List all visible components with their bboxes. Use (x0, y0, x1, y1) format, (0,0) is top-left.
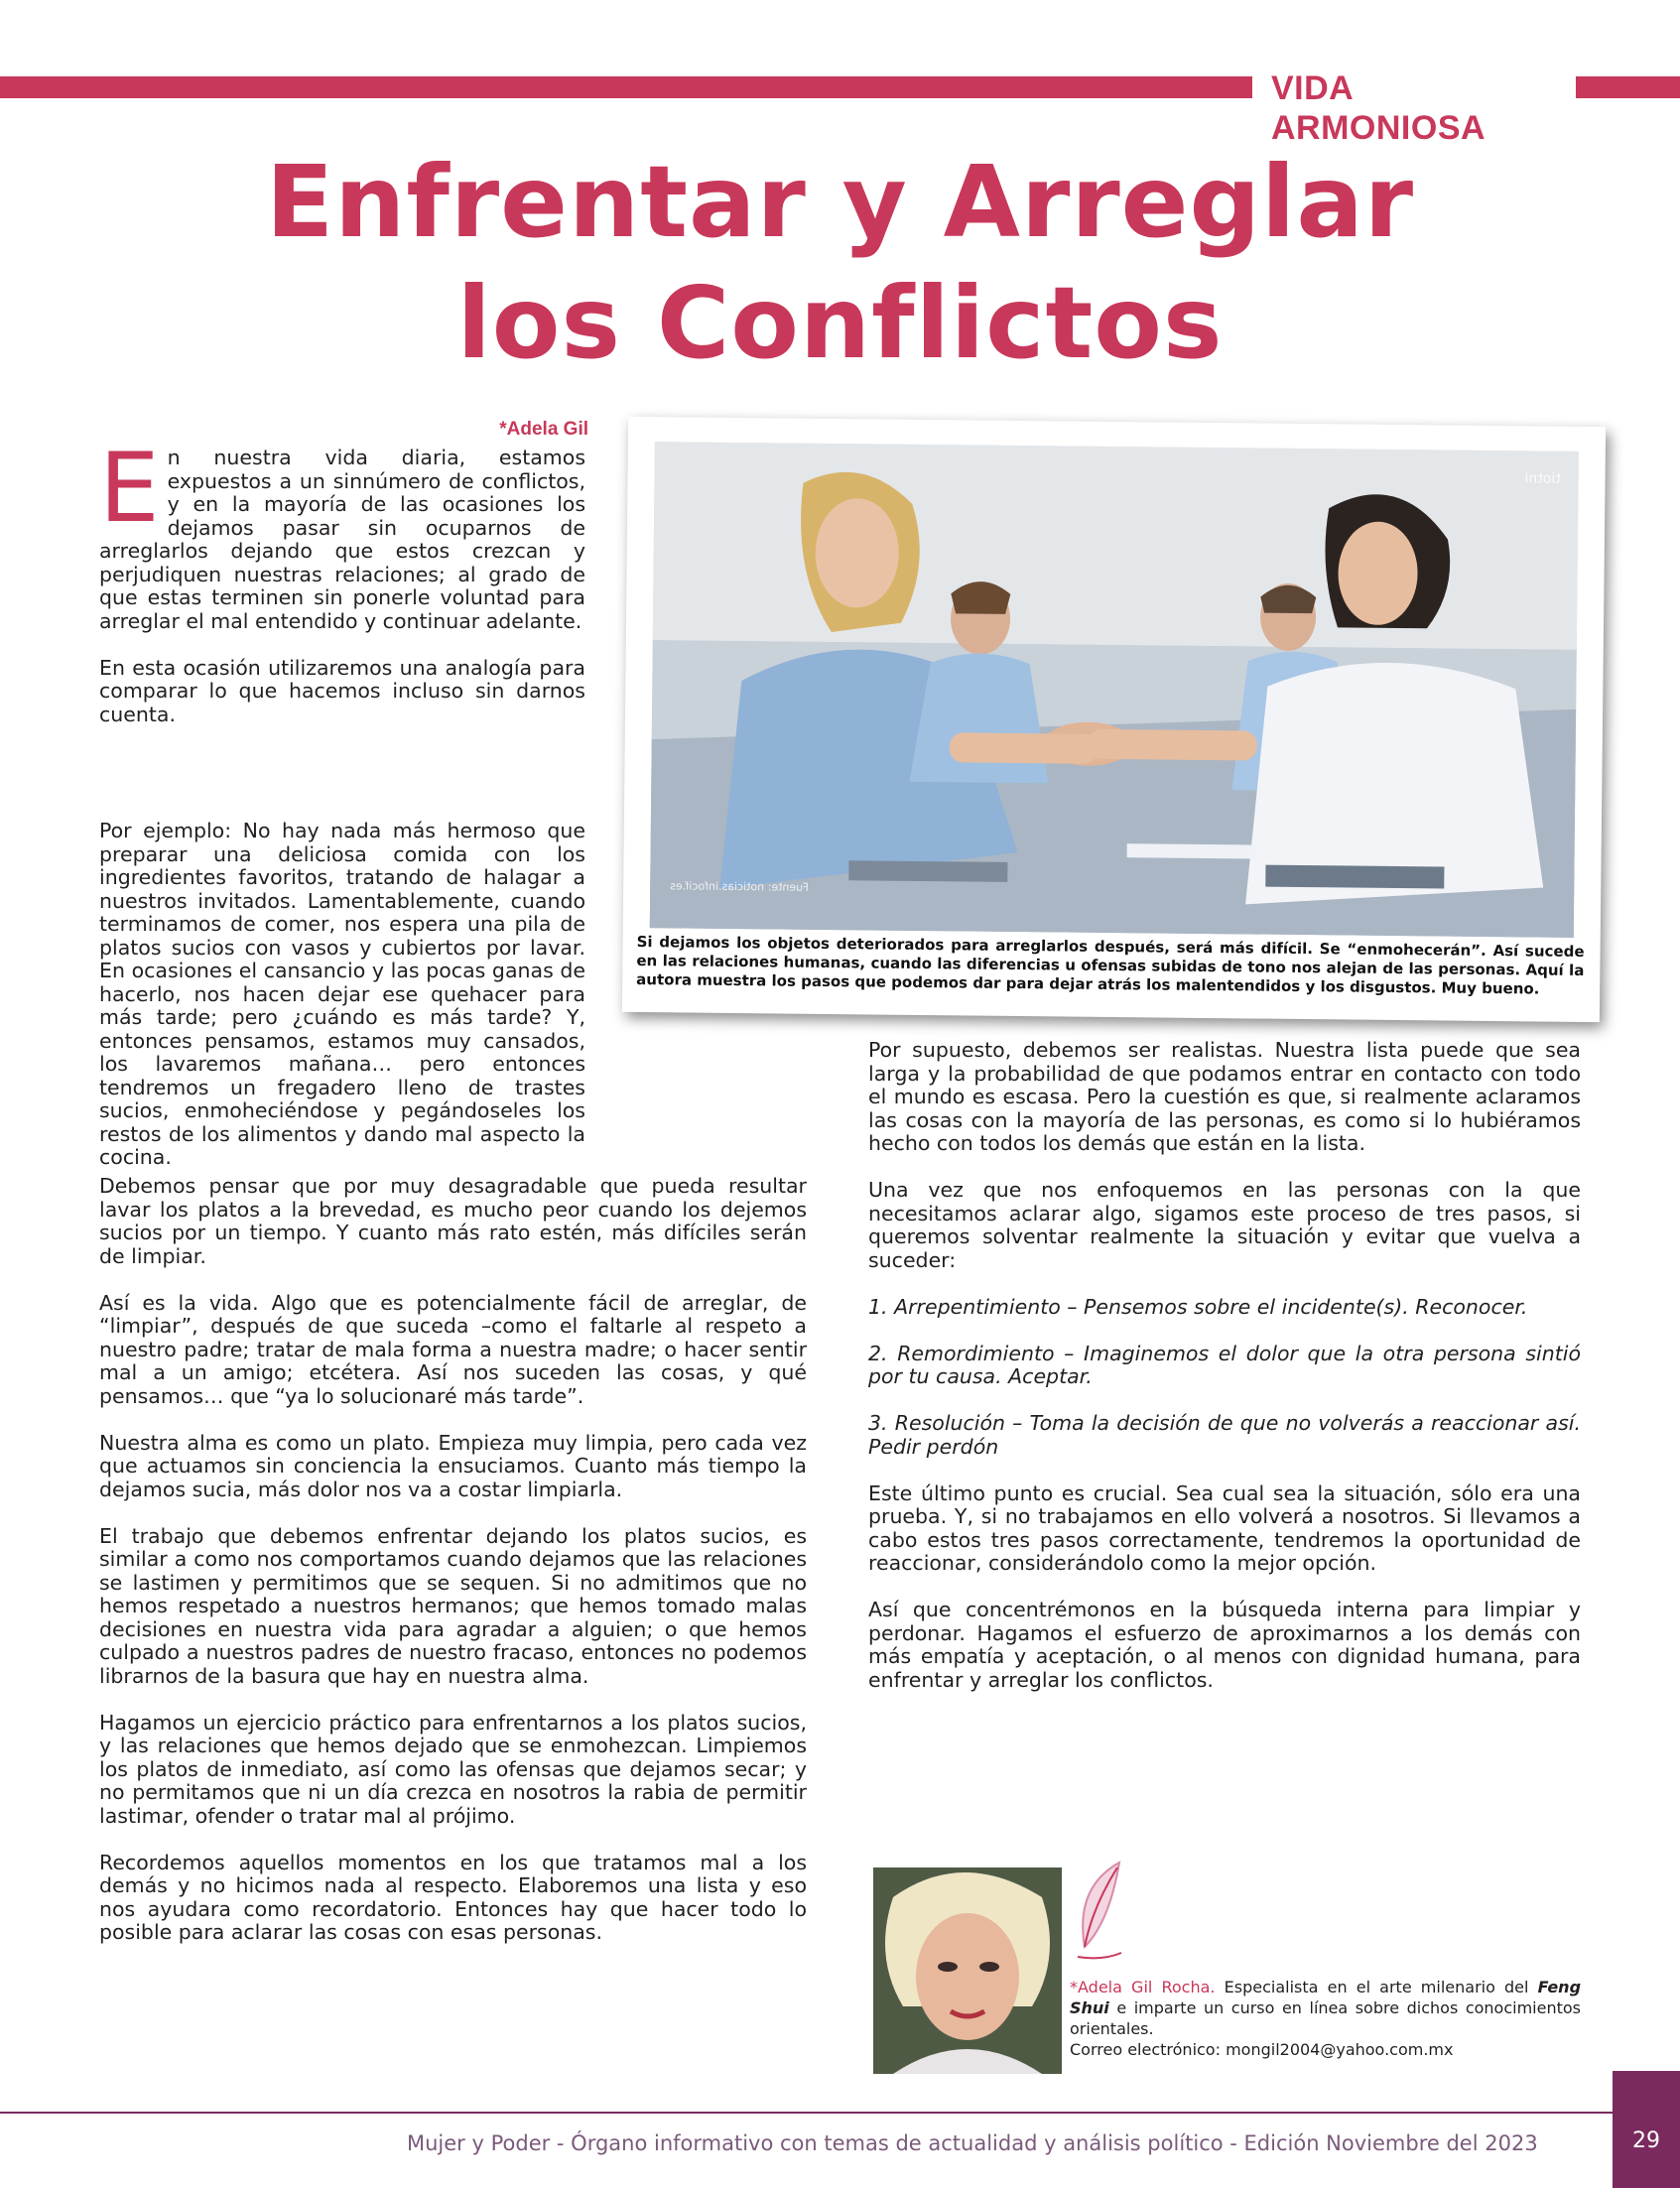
watermark-bottom: Fuente: noticias.infocif.es (670, 879, 809, 894)
paragraph-work: El trabajo que debemos enfrentar dejando los platos sucios, es similar a como nos comportamos cuando dejamos que las relaciones se lastimen y permitimos que se sequen. Si no admitimos que no hemos respetado a nuestros hermanos; que hemos tomado malas decisiones en nuestra vida para agradar a alguien; o que hemos culpado a nuestros padres de nuestro fracaso, entonces no podemos librarnos de la basura que hay en nuestra alma. (99, 1523, 807, 1688)
step-3: 3. Resolución – Toma la decisión de que no volverás a reaccionar así. Pedir perdón (868, 1411, 1581, 1459)
article-photo (650, 442, 1579, 938)
photo-frame (622, 417, 1606, 1022)
author-tag: *Adela Gil (499, 419, 588, 440)
footer-line (0, 2112, 1613, 2114)
left-column-top (99, 433, 585, 750)
paragraph-analogy: En esta ocasión utilizaremos una analogía para comparar lo que hacemos incluso sin darnos cuenta. (99, 655, 585, 726)
footer-text: Mujer y Poder - Órgano informativo con temas de actualidad y análisis político - Edición Noviembre del 2023 (407, 2131, 1538, 2155)
dropcap: E (99, 433, 160, 544)
bio-email: Correo electrónico: mongil2004@yahoo.com.mx (1070, 2040, 1454, 2059)
paragraph-life: Así es la vida. Algo que es potencialmente fácil de arreglar, de “limpiar”, después de que suceda –como el faltarle al respeto a nuestro padre; tratar de mala forma a nuestra madre; o hacer sentir mal a un amigo; etcétera. Así nos suceden las cosas, y qué pensamos… que “ya lo solucionaré más tarde”. (99, 1290, 807, 1408)
bio-feng-shui: Feng Shui (1070, 1978, 1582, 2017)
section-label: VIDA ARMONIOSA (1271, 69, 1486, 147)
feather-icon (1070, 1858, 1129, 1967)
article-title-line1: Enfrentar y Arreglar (265, 144, 1415, 260)
author-photo-icon (873, 1867, 1062, 2074)
paragraph-example: Por ejemplo: No hay nada más hermoso que preparar una deliciosa comida con los ingredientes favoritos, tratando de halagar a nuestros invitados. Lamentablemente, cuando terminamos de comer, nos espera una pila de platos sucios con vasos y cubiertos por lavar. En ocasiones el cansancio y las pocas ganas de hacerlo, nos hacen dejar ese quehacer para más tarde; pero ¿cuándo es más tarde? Y, entonces pensamos, estamos muy cansados, los lavaremos mañana… pero entonces tendremos un fregadero lleno de trastes sucios, enmoheciéndose y pegándoseles los restos de los alimentos y dando mal aspecto la cocina. (99, 819, 585, 1169)
paragraph-process: Una vez que nos enfoquemos en las personas con la que necesitamos aclarar algo, sigamos este proceso de tres pasos, si queremos solventar realmente la situación y evitar que vuelva a suceder: (868, 1178, 1581, 1272)
paragraph-soul: Nuestra alma es como un plato. Empieza muy limpia, pero cada vez que actuamos sin conciencia la ensuciamos. Cuanto más tiempo la dejamos sucia, más dolor nos va a costar limpiarla. (99, 1430, 807, 1501)
bio-name: *Adela Gil Rocha. (1070, 1978, 1216, 1996)
header-bar-left (0, 76, 1252, 98)
arm-wrestling-photo-icon (650, 442, 1579, 938)
page-number: 29 (1613, 2071, 1680, 2188)
right-column (868, 1039, 1581, 1716)
paragraph-conclusion: Así que concentrémonos en la búsqueda interna para limpiar y perdonar. Hagamos el esfuerzo de aproximarnos a los demás con más empatía y aceptación, o al menos con dignidad humana, para enfrentar y arreglar los conflictos. (868, 1598, 1581, 1692)
left-column-bottom (99, 1175, 807, 1968)
paragraph-crucial: Este último punto es crucial. Sea cual sea la situación, sólo era una prueba. Y, si no trabajamos en ello volverá a nosotros. Si llevamos a cabo estos tres pasos correctamente, tendremos la oportunidad de reaccionar, considerándolo como la mejor opción. (868, 1480, 1581, 1575)
author-bio: *Adela Gil Rocha. Especialista en el arte milenario del Feng Shui e imparte un curso en línea sobre dichos conocimientos orientales. Correo electrónico: mongil2004@yahoo.com.mx (1070, 1978, 1582, 2059)
author-portrait (873, 1867, 1062, 2074)
step-1: 1. Arrepentimiento – Pensemos sobre el incidente(s). Reconocer. (868, 1294, 1528, 1319)
header-bar-right (1576, 76, 1680, 98)
paragraph-think: Debemos pensar que por muy desagradable que pueda resultar lavar los platos a la brevedad, es mucho peor cuando los dejemos sucios por un tiempo. Y cuanto más rato estén, más difíciles serán de limpiar. (99, 1174, 807, 1268)
photo-caption: Si dejamos los objetos deteriorados para arreglarlos después, será más difícil. Se “enmohecerán”. Así sucede en las relaciones humanas, cuando las diferencias u ofensas subidas de tono nos alejan de las personas. Aquí la autora muestra los pasos que podemos dar para dejar atrás los malentendidos y los disgustos. Muy bueno. (636, 932, 1585, 998)
left-column-example (99, 819, 585, 1169)
paragraph-realistic: Por supuesto, debemos ser realistas. Nuestra lista puede que sea larga y la probabilidad de que podamos entrar en contacto con todo el mundo es escasa. Pero la cuestión es que, si realmente aclaramos las cosas con la mayoría de las personas, es como si lo hubiéramos hecho con todos los demás que están en la lista. (868, 1038, 1581, 1155)
watermark-top: tiotni (1524, 470, 1561, 487)
paragraph-exercise: Hagamos un ejercicio práctico para enfrentarnos a los platos sucios, y las relaciones que hemos dejado que se enmohezcan. Limpiemos los platos de inmediato, así como las ofensas que dejamos secar; y no permitamos que ni un día crezca en nosotros la rabia de permitir lastimar, ofender o tratar mal al prójimo. (99, 1710, 807, 1828)
step-2: 2. Remordimiento – Imaginemos el dolor que la otra persona sintió por tu causa. Aceptar. (868, 1341, 1581, 1388)
paragraph-remember: Recordemos aquellos momentos en los que tratamos mal a los demás y no hicimos nada al respecto. Elaboremos una lista y eso nos ayudara como recordatorio. Entonces hay que hacer todo lo posible para aclarar las cosas con esas personas. (99, 1850, 807, 1944)
intro-paragraph: En nuestra vida diaria, estamos expuestos a un sinnúmero de conflictos, y en la mayoría de las ocasiones los dejamos pasar sin ocuparnos de arreglarlos dejando que estos crezcan y perjudiquen nuestras relaciones; al grado de que estas terminen sin ponerle voluntad para arreglar el mal entendido y continuar adelante. (99, 433, 585, 633)
article-title-line2: los Conflictos (456, 265, 1224, 381)
